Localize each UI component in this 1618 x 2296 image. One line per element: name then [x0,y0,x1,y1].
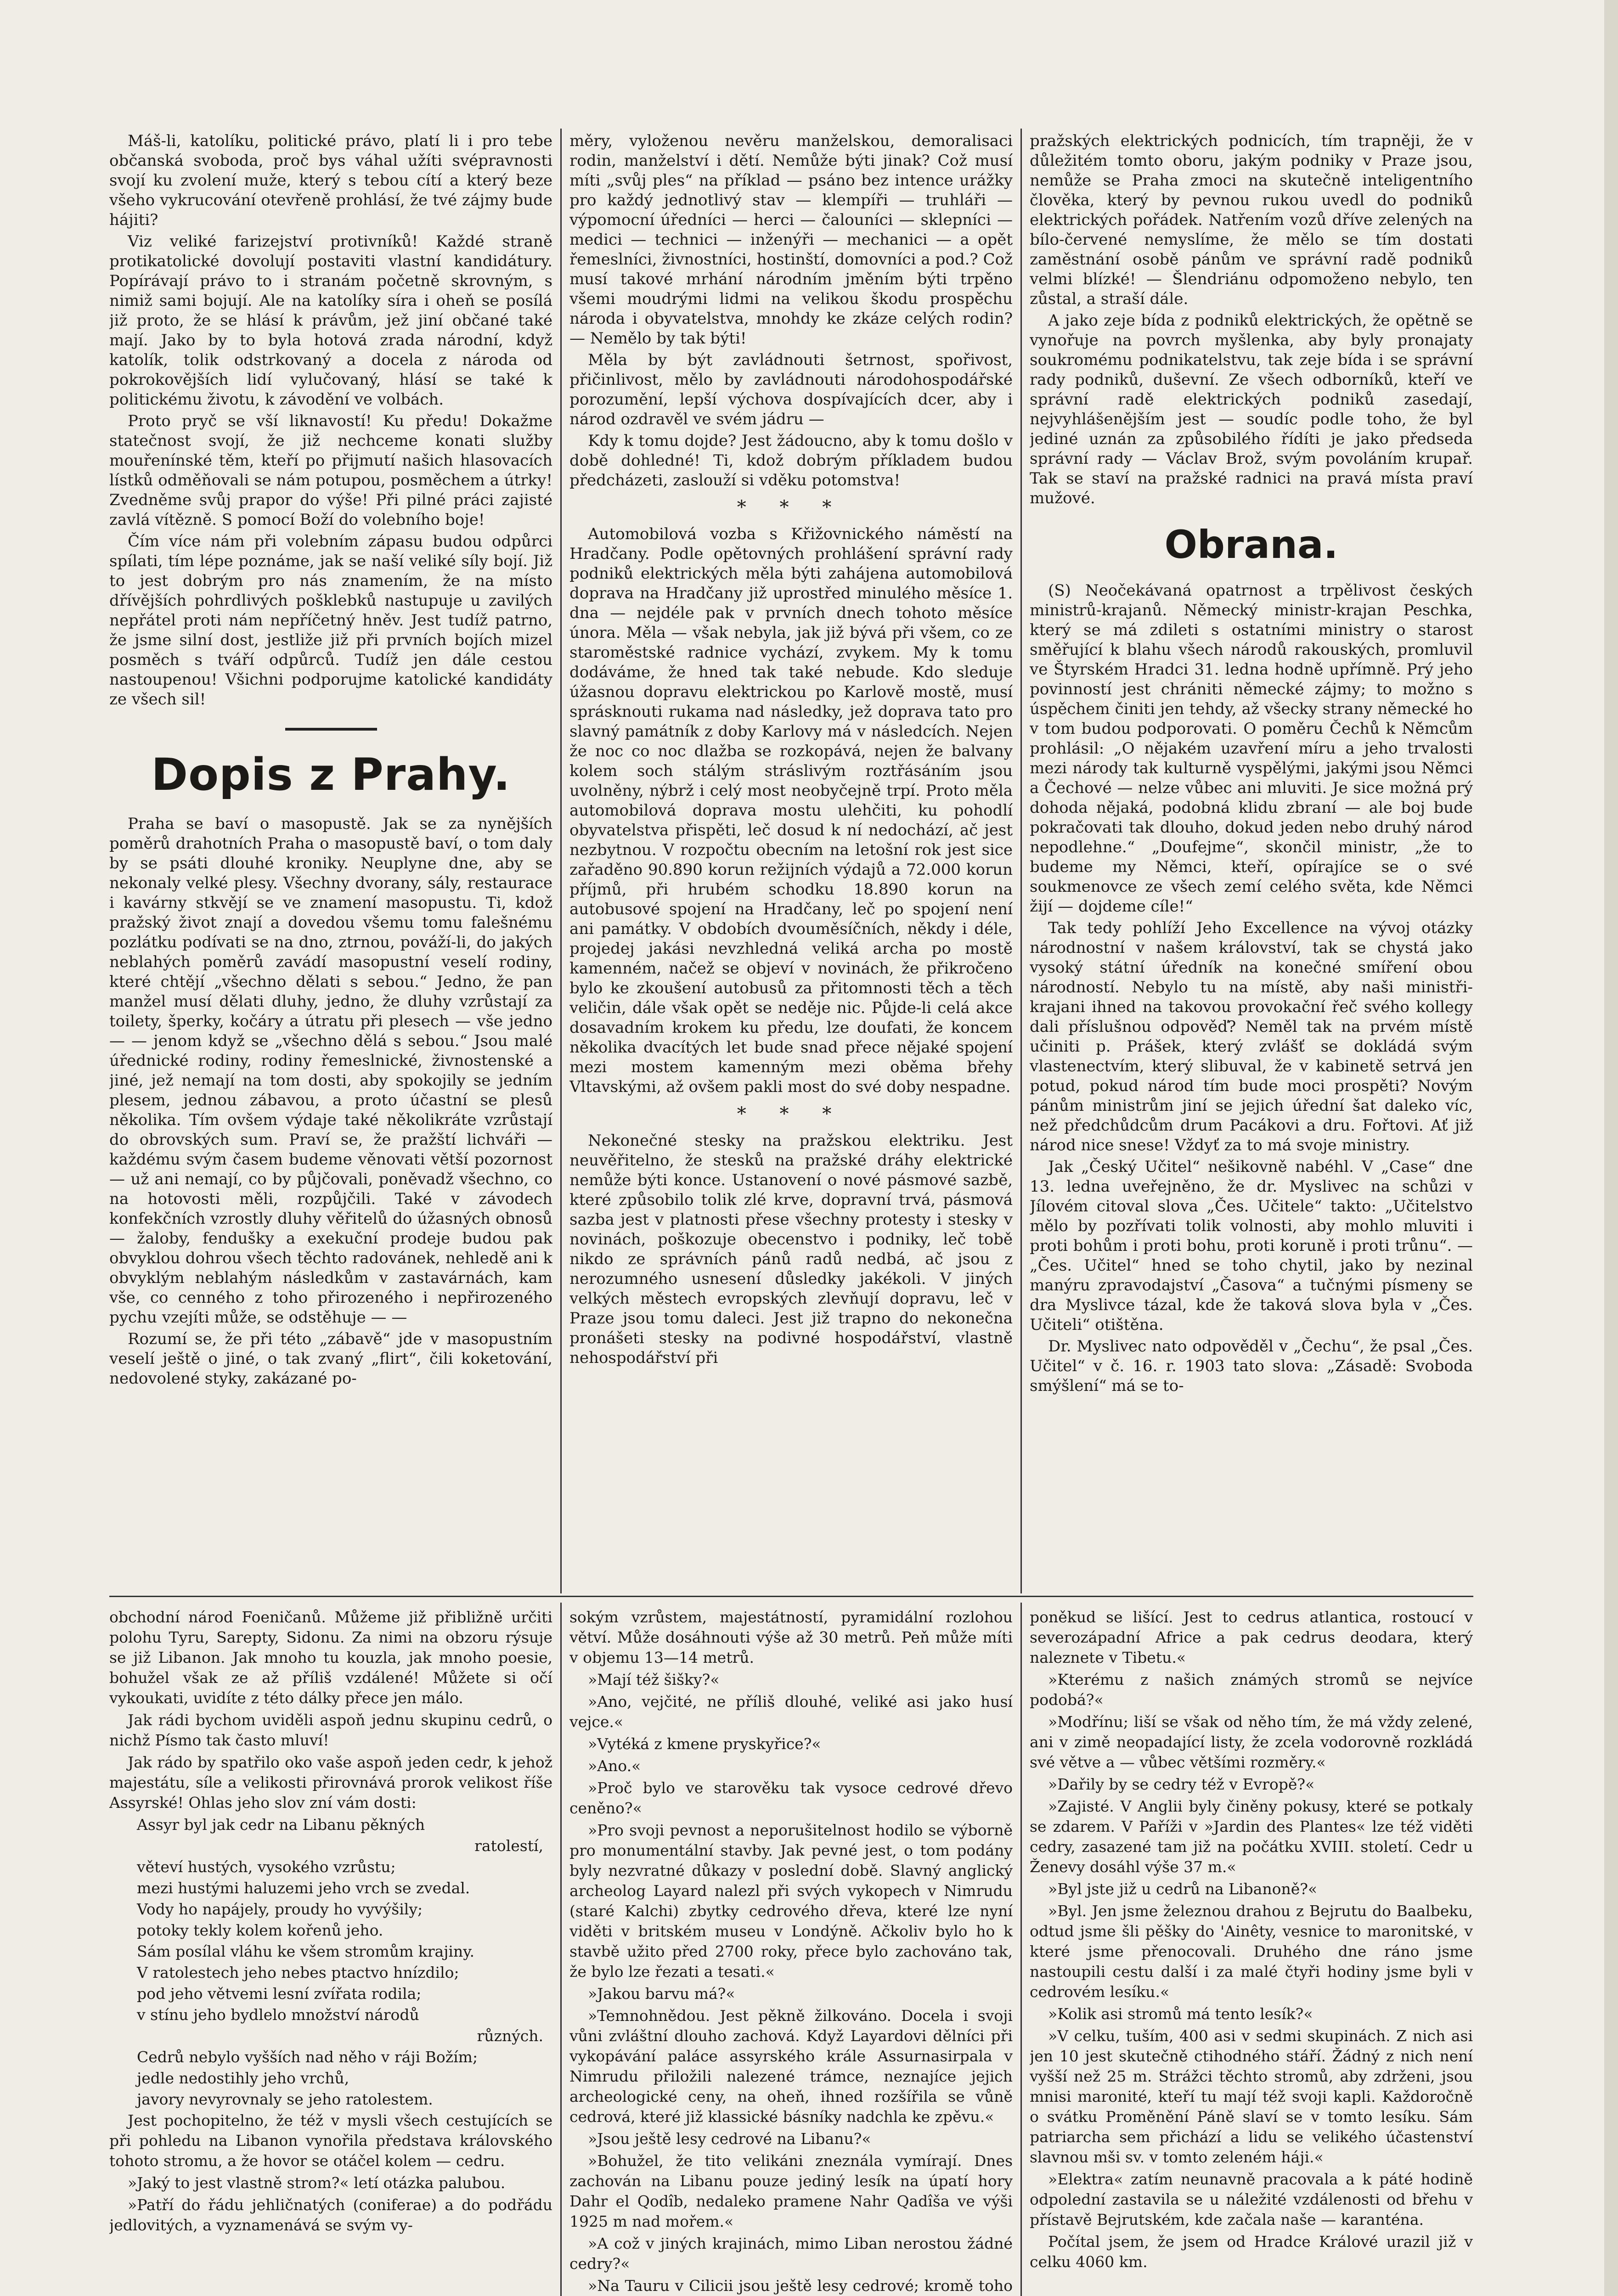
paragraph: poněkud se lišící. Jest to cedrus atlantica, rostoucí v severozápadní Africe a pak cedrus deodara, který naleznete v Tibetu.« [1030,1608,1473,1666]
poem-line: různých. [477,2027,543,2045]
lower-column-2 [569,1607,1013,2296]
paragraph: Počítal jsem, že jsem od Hradce Králové urazil již v celku 4060 km. [1030,2233,1473,2271]
paragraph: »Proč bylo ve starověku tak vysoce cedrové dřevo ceněno?« [569,1779,1013,1817]
column-divider [1020,1603,1022,2296]
paragraph: Čím více nám při volebním zápasu budou odpůrci spílati, tím lépe poznáme, jak se naší veliké síly bojí. Již to jest dobrým pro nás znamením, že na místo dřívějších pohrdlivých pošklebků nastupuje u zavilých nepřátel proti nám nepříčetný hněv. Jest tudíž patrno, že jsme silní dost, jestliže již při prvních bojích mizel posměch s tváří odpůrců. Tudíž jen dále cestou nastoupenou! Všichni podporujme katolické kandidáty ze všech sil! [109,532,552,709]
paragraph: »Kolik asi stromů má tento lesík?« [1048,2005,1313,2023]
paragraph: »Vytéká z kmene pryskyřice?« [588,1735,821,1753]
paragraph: Jak rádo by spatřilo oko vaše aspoň jeden cedr, k jehož majestátu, síle a velikosti přirovnává prorok velikost říše Assyrské! Ohlas jeho slov zní vám dosti: [109,1753,552,1812]
paragraph: Viz veliké farizejství protivníků! Každé straně protikatolické dovolují postaviti vlastní kandidátury. Popírávají právo to i stranám početně skrovným, s nimiž sami bojují. Ale na katolíky síra i oheň se posílá již proto, že se hlásí k právům, jež jiní občané také mají. Jako by to byla hotová zrada národní, když katolík, tolik odstrkovaný a docela z národa od pokrokovějších lidí vylučovaný, hlásí se také k politickému životu, k závodění ve volbách. [109,232,552,409]
poem-line: jedle nedostihly jeho vrchů, [137,2069,350,2087]
section-heading-obrana: Obrana. [1164,522,1338,567]
paragraph: A jako zeje bída z podniků elektrických, že opětně se vynořuje na povrch myšlenka, aby byly pronajaty soukromému podnikatelstvu, tak zeje bída i se správní rady podniků, duševní. Ze všech odborníků, kteří ve správní radě elektrických podniků zasedají, nejvyhlášenějším jest — soudíc podle toho, že byl jediné uznán za způsobilého řídíti je jako předseda správní rady — Václav Brož, svým povoláním krupař. Tak se staví na pražské radnici na pravá místa praví mužové. [1030,311,1473,507]
paragraph: (S) Neočekávaná opatrnost a trpělivost českých ministrů-krajanů. Německý ministr-krajan Peschka, který se má zdileti s ostatními ministry o starost směřující k blahu všech národů rakouských, promluvil ve Štyrském Hradci 31. ledna hodně upřímně. Prý jeho povinností jest chrániti německé zájmy; to možno s úspěchem činiti jen tehdy, až všecky strany německé ho v tom budou podporovati. O poměru Čechů k Němcům prohlásil: „O nějakém uzavření míru a jeho trvalosti mezi národy tak kulturně vyspělými, jakými jsou Němci a Čechové — nelze vůbec ani mluviti. Je sice možná prý dohoda nějaká, podobná klidu zbraní — ale boj bude pokračovati tak dlouho, dokud jeden nebo druhý národ nepodlehne.“ „Doufejme“, skončil ministr, „že to budeme my Němci, kteří, opírajíce se o své soukmenovce ze všech zemí celého světa, kde Němci žijí — dojdeme cíle!“ [1030,581,1473,916]
scan-edge [1604,0,1618,2296]
paragraph: »Mají též šišky?« [588,1671,720,1688]
poem-line: ratolestí, [474,1837,543,1855]
paragraph: Kdy k tomu dojde? Jest žádoucno, aby k tomu došlo v době dohledné! Ti, kdož dobrým příkladem budou předcházeti, zaslouží si vděku potomstva! [569,432,1013,490]
poem-line: V ratolestech jeho nebes ptactvo hnízdilo; [137,1964,459,1981]
section-divider [285,728,377,731]
poem-line: Sám posílal vláhu ke všem stromům krajiny. [137,1942,474,1960]
paragraph: sokým vzrůstem, majestátností, pyramidální rozlohou větví. Může dosáhnouti výše až 30 metrů. Peň může míti v objemu 13—14 metrů. [569,1608,1013,1666]
poem-line: Vody ho napájely, proudy ho vyvýšily; [137,1900,423,1918]
paragraph: Dr. Myslivec nato odpověděl v „Čechu“, že psal „Čes. Učitel“ v č. 16. r. 1903 tato slova: „Zásadě: Svoboda smýšlení“ má se to- [1030,1337,1473,1395]
paragraph: »Jsou ještě lesy cedrové na Libanu?« [588,2130,871,2148]
paragraph: »Elektra« zatím neunavně pracovala a k páté hodině odpolední zastavila se u náležité vzdálenosti od břehu v přístavě Bejrutském, kde začala naše — karanténa. [1030,2170,1473,2228]
paragraph: Tak tedy pohlíží Jeho Excellence na vývoj otázky národnostní v našem království, tak se chystá jako vysoký státní úředník na konečné smíření obou národností. Nebylo tu na místě, aby naši ministři-krajani ihned na takovou provokační řeč svého kollegy dali příslušnou odpověď? Neměl tak na prvém místě učiniti p. Prášek, který zvlášť se dokládá svým vlastenectvím, který slibuval, že v kabinetě setrvá jen potud, pokud národ tím bude moci prospěti? Novým pánům ministrům jiní se jejich úřední šat daleko víc, než předchůdcům drum Pacákovi a dru. Fořtovi. Ať již národ nice snese! Vždyť za to má svoje ministry. [1030,919,1473,1154]
poem-line: pod jeho větvemi lesní zvířata rodila; [137,1985,422,2003]
paragraph: Automobilová vozba s Křižovnického náměstí na Hradčany. Podle opětovných prohlášení správní rady podniků elektrických měla býti zahájena automobilová doprava na Hradčany již uprostřed minulého měsíce 1. dna — nejdéle pak v prvních dnech tohoto měsíce února. Měla — však nebyla, jak již bývá při všem, co ze staroměstské radnice vychází, zvykem. My k tomu dodáváme, že hned tak také nebude. Kdo sleduje úžasnou dopravu elektrickou po Karlově mostě, musí sprásknouti rukama nad následky, jež doprava tato pro slavný památník z doby Karlovy má v následcích. Nejen že noc co noc dlažba se rozkopává, nejen že balvany kolem soch stálým stráslivým roztřásáním jsou uvolněny, nýbrž i celý most neobyčejně trpí. Proto měla automobilová doprava mostu ulehčiti, ku pohodlí obyvatelstva přispěti, leč dosud k ní nedochází, ač jest nezbytnou. V rozpočtu obecním na letošní rok jest sice zařaděno 90.890 korun režijních výdajů a 72.000 korun příjmů, při hrubém schodku 18.890 korun na autobusové spojení na Hradčany, leč po spojení není ani památky. V obdobích dvouměsíčních, někdy i déle, projedej jakási nevzhledná veliká archa po mostě kamenném, načež se objeví v novinách, že přikročeno bylo ke zkoušení autobusů za přitomnosti těch a těch veličin, dále však opět se neděje nic. Půjde-li celá akce dosavadním krokem ku předu, lze doufati, že koncem několika dvacítých let bude snad přece nějaké spojení mezi mostem kamenným mezi oběma břehy Vltavskými, až ovšem pakli most do své doby nespadne. [569,525,1013,1096]
poem-line: věteví hustých, vysokého vzrůstu; [137,1858,396,1876]
paragraph: »Na Tauru v Cilicii jsou ještě lesy cedrové; kromě toho [588,2277,1013,2295]
paragraph: »Jaký to jest vlastně strom?« letí otázka palubou. [128,2174,506,2192]
paragraph: »Byl jste již u cedrů na Libanoně?« [1048,1880,1318,1898]
upper-column-2 [569,131,1013,1587]
paragraph: Měla by být zavládnouti šetrnost, spořivost, přičinlivost, mělo by zavládnouti národohospodářské porozumění, lepší výchova dospívajících dcer, aby i národ ozdravěl ve svém jádru — [569,351,1013,428]
paragraph: Praha se baví o masopustě. Jak se za nynějších poměrů drahotních Praha o masopustě baví, o tom daly by se psáti dlouhé kroniky. Neuplyne dne, aby se nekonaly velké plesy. Všechny dvorany, sály, restaurace i kavárny stkvějí se ve znamení masopustu. Ti, kdož pražský život znají a dovedou všemu tomu falešnému pozlátku podívati se na dno, ztrnou, pováží-li, do jakých neblahých poměrů zavádí masopustní veselí rodiny, které chtějí „všechno dělati s sebou.“ Jedno, že pan manžel musí dělati dluhy, jedno, že dluhy vzrůstají za toilety, šperky, kočáry a útratu při plesech — vše jedno — — jenom když se „všechno dělá s sebou.“ Jsou malé úřednické rodiny, rodiny řemeslnické, živnostenské a jiné, jež nemají na tom dosti, aby spokojily se jedním plesem, jednou zábavou, a proto účastní se plesů několika. Tím ovšem výdaje také několikráte vzrůstají do obrovských sum. Praví se, že pražští lichváři — každému svým časem budeme věnovati větší pozornost — už ani nemají, co by půjčovali, poněvadž všechno, co na hotovosti měli, rozpůjčili. Také v závodech konfekčních vzrostly dluhy věřitelů do úžasných obnosů — žaloby, fendušky a exekuční prodeje budou pak obvyklou dohrou všech těchto radovánek, nehledě ani k obvyklým neblahým následkům v zastavárnách, kam vše, co cenného z toho přirozeného i nepřirozeného pychu vzejíti může, se odstěhuje — — [109,815,552,1327]
paragraph: »Byl. Jen jsme železnou drahou z Bejrutu do Baalbeku, odtud jsme šli pěšky do 'Ainêty, vesnice to maronitské, v které jsme přenocovali. Druhého dne ráno jsme nastoupili cestu další i za malé čtyři hodiny jsme byli v cedrovém lesíku.« [1030,1902,1473,2001]
paragraph: »V celku, tuším, 400 asi v sedmi skupinách. Z nich asi jen 10 jest skutečně ctihodného stáří. Žádný z nich není vyšší než 25 m. Strážci těchto stromů, aby zdrženi, jsou mnisi maronité, kteří tu mají též svoji kapli. Každoročně o svátku Proměnění Páně slaví se v tomto lesíku. Sám patriarcha sem přichází a lidu se velikého účastenství slavnou mši sv. v tomto zeleném háji.« [1030,2027,1473,2166]
paragraph: »Modřínu; liší se však od něho tím, že má vždy zelené, ani v zimě neopadající listy, že zcela vodorovně rozkládá své větve a — vůbec většími rozměry.« [1030,1713,1473,1771]
column-divider [1020,129,1022,1593]
poem-line: v stínu jeho bydlelo množství národů [137,2006,419,2024]
paragraph: »Ano, vejčité, ne příliš dlouhé, veliké asi jako husí vejce.« [569,1693,1013,1731]
poem-line: Assyr byl jak cedr na Libanu pěkných [137,1816,425,1834]
stars-separator: * * * [737,1103,846,1125]
paragraph: pražských elektrických podnicích, tím trapněji, že v důležitém tomto oboru, jakým podniky v Praze jsou, nemůže se Praha zmoci na skutečně inteligentního člověka, který by pevnou rukou uvedl do podniků elektrických pořádek. Natřením vozů dříve zelených na bílo-červené nemyslíme, že mělo se tím dostati zaměstnání osobě pánům ve správní radě podniků velmi blízké! — Šlendriánu odpomoženo nebylo, ten zůstal, a straší dále. [1030,132,1473,308]
paragraph: »Jakou barvu má?« [588,1985,735,2003]
poem-line: potoky tekly kolem kořenů jeho. [137,1921,383,1939]
paragraph: »Kterému z našich známých stromů se nejvíce podobá?« [1030,1671,1473,1709]
paragraph: Proto pryč se vší liknavostí! Ku předu! Dokažme statečnost svojí, že již nechceme konati služby mouřenínské těm, kteří po přijmutí našich hlasovacích lístků odměňovali se nám potupou, posměchem a útrky! Zvedněme svůj prapor do výše! Při pilné práci zajisté zavlá vítězně. S pomocí Boží do volebního boje! [109,412,552,529]
paragraph: »A což v jiných krajinách, mimo Liban nerostou žádné cedry?« [569,2234,1013,2273]
section-rule [109,1596,1473,1597]
paragraph: Máš-li, katolíku, politické právo, platí li i pro tebe občanská svoboda, proč bys váhal užíti svépravnosti svojí ku zvolení muže, který s tebou cítí a který beze všeho vykrucování otevřeně prohlásí, že tvé zájmy bude hájiti? [109,132,552,229]
section-heading-dopis: Dopis z Prahy. [151,749,511,800]
lower-column-1 [109,1607,552,2296]
paragraph: obchodní národ Foeničanů. Můžeme již přibližně určiti polohu Tyru, Sarepty, Sidonu. Za nimi na obzoru rýsuje se již Libanon. Jak mnoho tu kouzla, jak mnoho poesie, bohužel však ze až příliš vzdálené! Můžete si očí vykoukati, uvidíte z této dálky přece jen málo. [109,1608,552,1707]
paragraph: Rozumí se, že při této „zábavě“ jde v masopustním veselí ještě o jiné, o tak zvaný „flirt“, čili koketování, nedovolené styky, zakázané po- [109,1330,552,1388]
column-divider [560,129,562,1593]
paragraph: »Patří do řádu jehličnatých (coniferae) a do podřádu jedlovitých, a vyznamenává se svým vy- [109,2196,552,2234]
paragraph: Jak rádi bychom uviděli aspoň jednu skupinu cedrů, o nichž Písmo tak často mluví! [109,1711,552,1749]
poem-line: javory nevyrovnaly se jeho ratolestem. [137,2090,433,2108]
paragraph: Jest pochopitelno, že též v mysli všech cestujících se při pohledu na Libanon vynořila představa královského tohoto stromu, a že hovor se otáčel kolem — cedru. [109,2111,552,2170]
paragraph: »Ano.« [588,1757,641,1775]
paragraph: měry, vyloženou nevěru manželskou, demoralisaci rodin, manželství i dětí. Nemůže býti jinak? Což musí míti „svůj ples“ na příklad — psáno bez intence urážky pro každý jednotlivý stav — klempíři — truhláři — výpomocní úředníci — herci — čalouníci — sklepníci — medici — technici — inženýři — mechanici — a opět řemeslníci, živnostníci, hostinští, domovníci a pod.? Což musí takové mrhání národním jměním býti trpěno všemi moudrými lidmi na velikou škodu prospěchu národa i obyvatelstva, mnohdy ke zkáze celých rodin? — Nemělo by tak býti! [569,132,1013,348]
poem-line: Cedrů nebylo vyšších nad něho v ráji Božím; [137,2048,478,2066]
column-divider [560,1603,562,2296]
paragraph: Jak „Český Učitel“ nešikovně nabéhl. V „Case“ dne 13. ledna uveřejněno, že dr. Myslivec na schůzi v Jílovém citoval slova „Čes. Učitele“ takto: „Učitelstvo mělo by pozřívati tolik volnosti, aby mohlo mluviti i proti bohům i proti bohu, proti koruně i proti trůnu“. — „Čes. Učitel“ hned se toho chytil, jako by nezinal manýru zpravodajství „Časova“ a tučnými písmeny se dra Myslivce tázal, kde že taková slova byla v „Čes. Učiteli“ otištěna. [1030,1158,1473,1334]
lower-column-3 [1030,1607,1473,2296]
paragraph: »Bohužel, že tito velikáni zneznála vymírají. Dnes zachován na Libanu pouze jediný lesík na úpatí hory Dahr el Qodîb, nedaleko pramene Nahr Qadîša ve výši 1925 m nad mořem.« [569,2152,1013,2230]
poem-line: mezi hustými haluzemi jeho vrch se zvedal. [137,1879,470,1897]
paragraph: »Pro svoji pevnost a neporušitelnost hodilo se výborně pro monumentální stavby. Jak pevné jest, o tom podány byly nezvratné důkazy v poslední době. Slavný anglický archeolog Layard nalezl při svých vykopech v Nimrudu (staré Kalchi) zbytky cedrového dřeva, které lze nyní viděti v britském museu v Londýně. Ačkoliv bylo ho k stavbě užito před 2700 roky, přece bylo zachováno tak, že bylo lze řezati a tesati.« [569,1821,1013,1981]
paragraph: Nekonečné stesky na pražskou elektriku. Jest neuvěřitelno, že stesků na pražské dráhy elektrické nemůže býti konce. Ustanovení o nové pásmové sazbě, které způsobilo tolik zlé krve, dopravní trvá, pásmová sazba jest v platnosti přese všechny protesty i stesky v novinách, poškozuje obecenstvo i podniky, leč tobě nikdo ze správních pánů radů nedbá, ač jsou z nerozumného usnesení důsledky jakékoli. V jiných velkých městech evropských zlevňují dopravu, leč v Praze jsou tomu daleci. Jest již trapno do nekonečna pronášeti stesky na podivné hospodářství, vlastně nehospodářství při [569,1131,1013,1367]
paragraph: »Temnohnědou. Jest pěkně žilkováno. Docela i svoji vůni zvláštní dlouho zachová. Když Layardovi dělníci při vykopávání paláce assyrského krále Assurnasirpala v Nimrudu přiložili nalezené trámce, neznajíce jejich archeologické ceny, na oheň, ihned rozšířila se vůně cedrová, které již klassické básníky nadchla ke zpěvu.« [569,2007,1013,2126]
upper-column-1 [109,131,552,1587]
paragraph: »Zajisté. V Anglii byly činěny pokusy, které se potkaly se zdarem. V Paříži v »Jardin des Plantes« lze též viděti cedry, zasazené tam již na počátku XVIII. století. Cedr u Ženevy dosáhl výše 37 m.« [1030,1797,1473,1876]
stars-separator: * * * [737,497,846,518]
upper-column-3 [1030,131,1473,1587]
paragraph: »Dařily by se cedry též v Evropě?« [1048,1775,1315,1793]
